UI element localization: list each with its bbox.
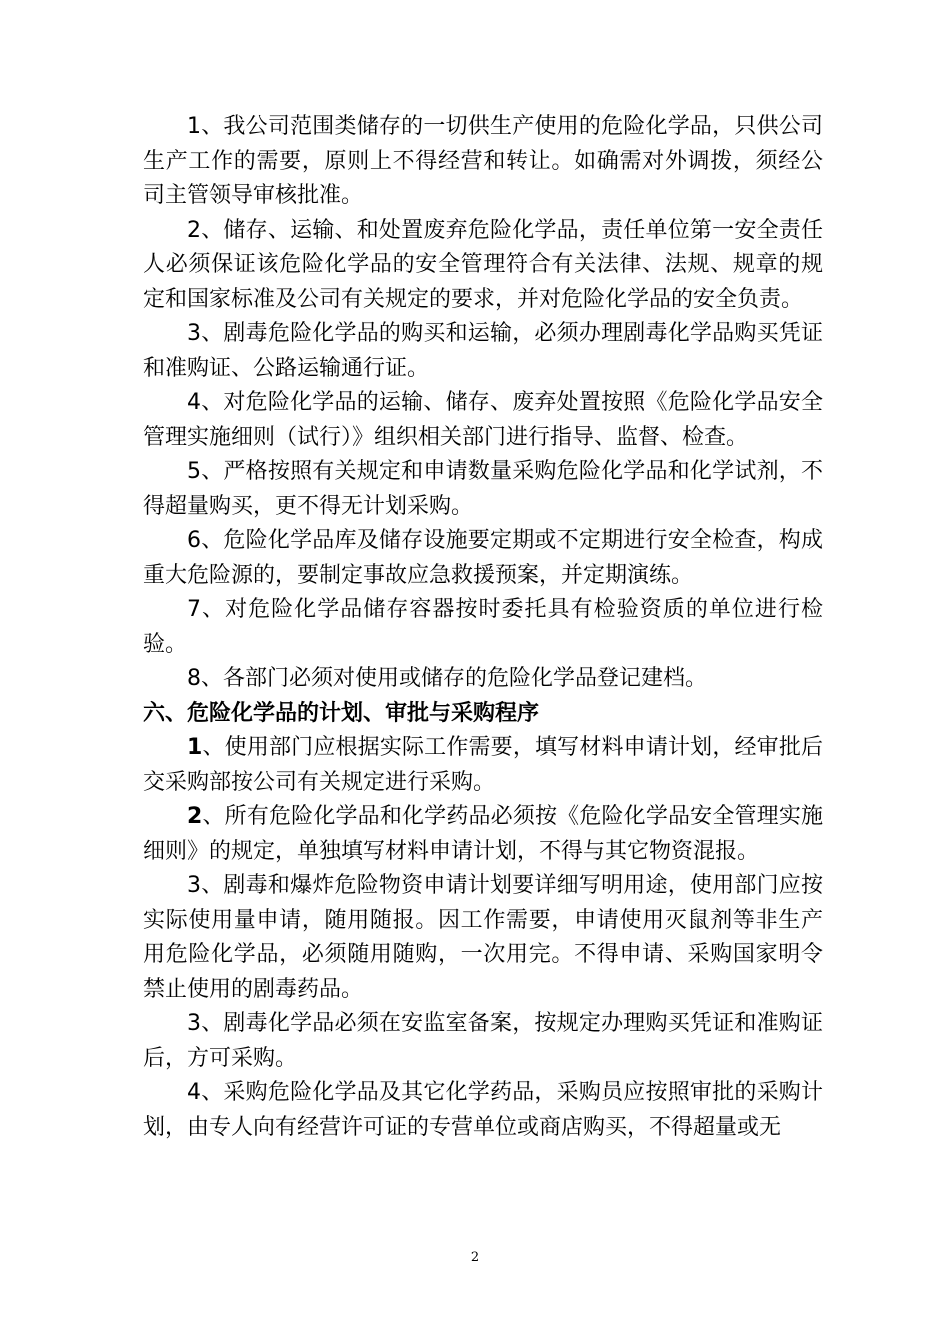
paragraph-7: 7、对危险化学品储存容器按时委托具有检验资质的单位进行检验。 [143, 597, 823, 657]
section-paragraph-1-text: 使用部门应根据实际工作需要，填写材料申请计划，经审批后交采购部按公司有关规定进行采购。 [143, 735, 823, 795]
paragraph-5: 5、严格按照有关规定和申请数量采购危险化学品和化学试剂，不得超量购买，更不得无计划采购。 [143, 459, 823, 519]
section-paragraph-1 [143, 731, 823, 800]
section-paragraph-2-sep: 、 [202, 804, 225, 829]
paragraph-6: 6、危险化学品库及储存设施要定期或不定期进行安全检查，构成重大危险源的，要制定事故应急救援预案，并定期演练。 [143, 528, 823, 588]
section-paragraph-2-number: 2 [187, 804, 203, 829]
section-paragraph-3: 3、剧毒和爆炸危险物资申请计划要详细写明用途，使用部门应按实际使用量申请，随用随报。因工作需要，申请使用灭鼠剂等非生产用危险化学品，必须随用随购，一次用完。不得申请、采购国家明令禁止使用的剧毒药品。 [143, 873, 823, 1002]
page-number: 2 [470, 1250, 480, 1265]
section-heading: 六、危险化学品的计划、审批与采购程序 [143, 700, 540, 726]
section-paragraph-2-text: 所有危险化学品和化学药品必须按《危险化学品安全管理实施细则》的规定，单独填写材料申请计划，不得与其它物资混报。 [143, 804, 823, 864]
paragraph-8: 8、各部门必须对使用或储存的危险化学品登记建档。 [187, 666, 707, 691]
section-paragraph-1-sep: 、 [202, 735, 225, 760]
paragraph-1: 1、我公司范围类储存的一切供生产使用的危险化学品，只供公司生产工作的需要，原则上不得经营和转让。如确需对外调拨，须经公司主管领导审核批准。 [143, 114, 823, 208]
section-paragraph-2 [143, 800, 823, 869]
section-paragraph-1-number: 1 [187, 735, 203, 760]
document-body [143, 110, 823, 1145]
section-paragraph-5: 4、采购危险化学品及其它化学药品，采购员应按照审批的采购计划，由专人向有经营许可证的专营单位或商店购买，不得超量或无 [143, 1080, 823, 1140]
section-paragraph-4: 3、剧毒化学品必须在安监室备案，按规定办理购买凭证和准购证后，方可采购。 [143, 1011, 823, 1071]
paragraph-2: 2、储存、运输、和处置废弃危险化学品，责任单位第一安全责任人必须保证该危险化学品的安全管理符合有关法律、法规、规章的规定和国家标准及公司有关规定的要求，并对危险化学品的安全负责。 [143, 217, 823, 312]
paragraph-4: 4、对危险化学品的运输、储存、废弃处置按照《危险化学品安全管理实施细则（试行）》组织相关部门进行指导、监督、检查。 [143, 390, 823, 450]
paragraph-3: 3、剧毒危险化学品的购买和运输，必须办理剧毒化学品购买凭证和准购证、公路运输通行证。 [143, 321, 823, 381]
